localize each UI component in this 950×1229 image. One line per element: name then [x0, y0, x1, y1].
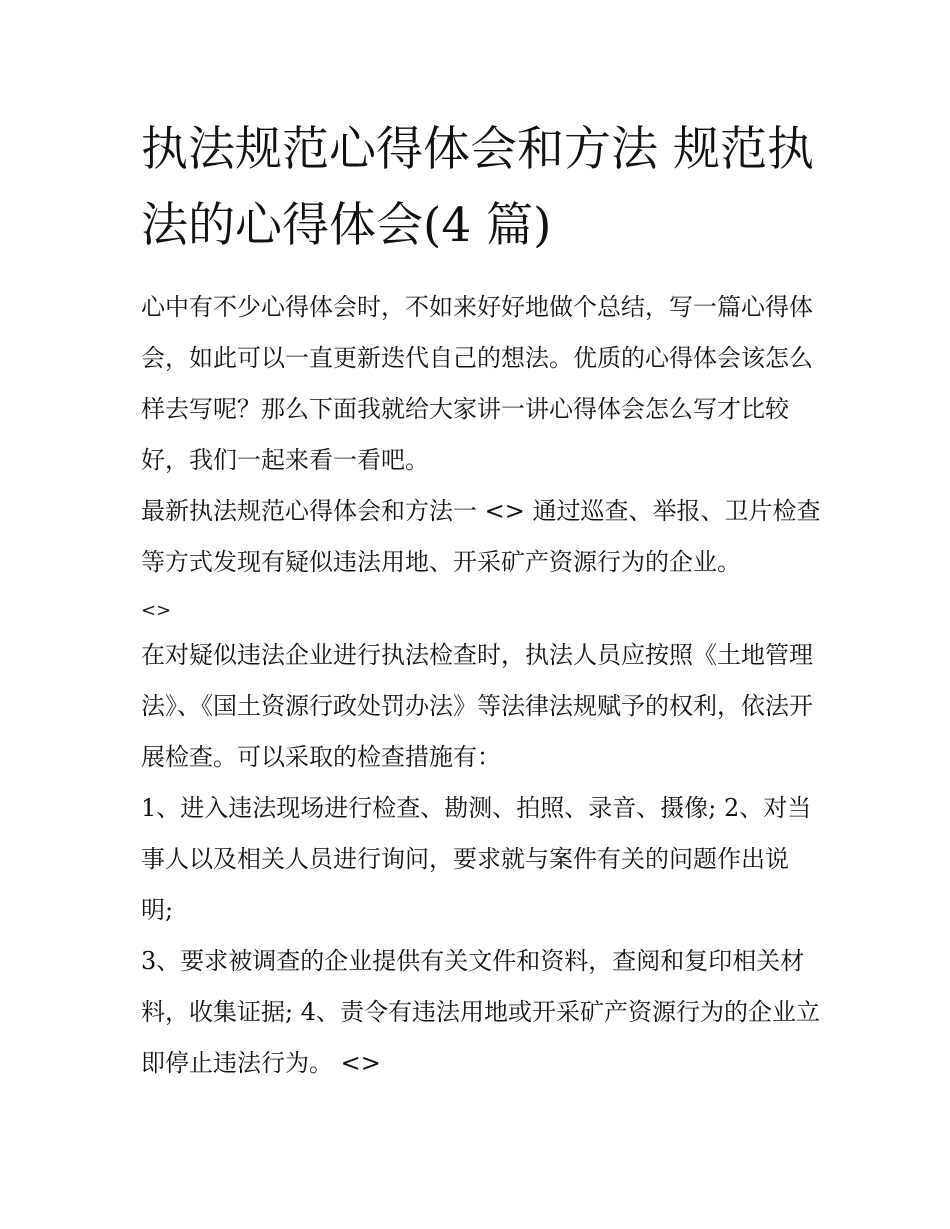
measure-list-paragraph-2: 3、要求被调查的企业提供有关文件和资料，查阅和复印相关材料，收集证据; 4、责令有违法用地或开采矿产资源行为的企业立即停止违法行为。 <>	[141, 947, 820, 1077]
method-one-paragraph: 最新执法规范心得体会和方法一 <> 通过巡查、举报、卫片检查等方式发现有疑似违法用地、开采矿产资源行为的企业。	[141, 497, 821, 576]
intro-paragraph: 心中有不少心得体会时，不如来好好地做个总结，写一篇心得体会，如此可以一直更新迭代自己的想法。优质的心得体会该怎么样去写呢？那么下面我就给大家讲一讲心得体会怎么写才比较好，我们一起来看一看吧。	[141, 293, 813, 474]
measure-list-paragraph-1: 1、进入违法现场进行检查、勘测、拍照、录音、摄像; 2、对当事人以及相关人员进行询问，要求就与案件有关的问题作出说明;	[141, 794, 812, 924]
document-title: 执法规范心得体会和方法 规范执法的心得体会(4 篇)	[141, 122, 814, 253]
placeholder-line: <>	[141, 600, 172, 621]
inspection-paragraph: 在对疑似违法企业进行执法检查时，执法人员应按照《土地管理法》、《国土资源行政处罚办法》等法律法规赋予的权利，依法开展检查。可以采取的检查措施有：	[141, 641, 813, 771]
document-body	[141, 112, 821, 1089]
